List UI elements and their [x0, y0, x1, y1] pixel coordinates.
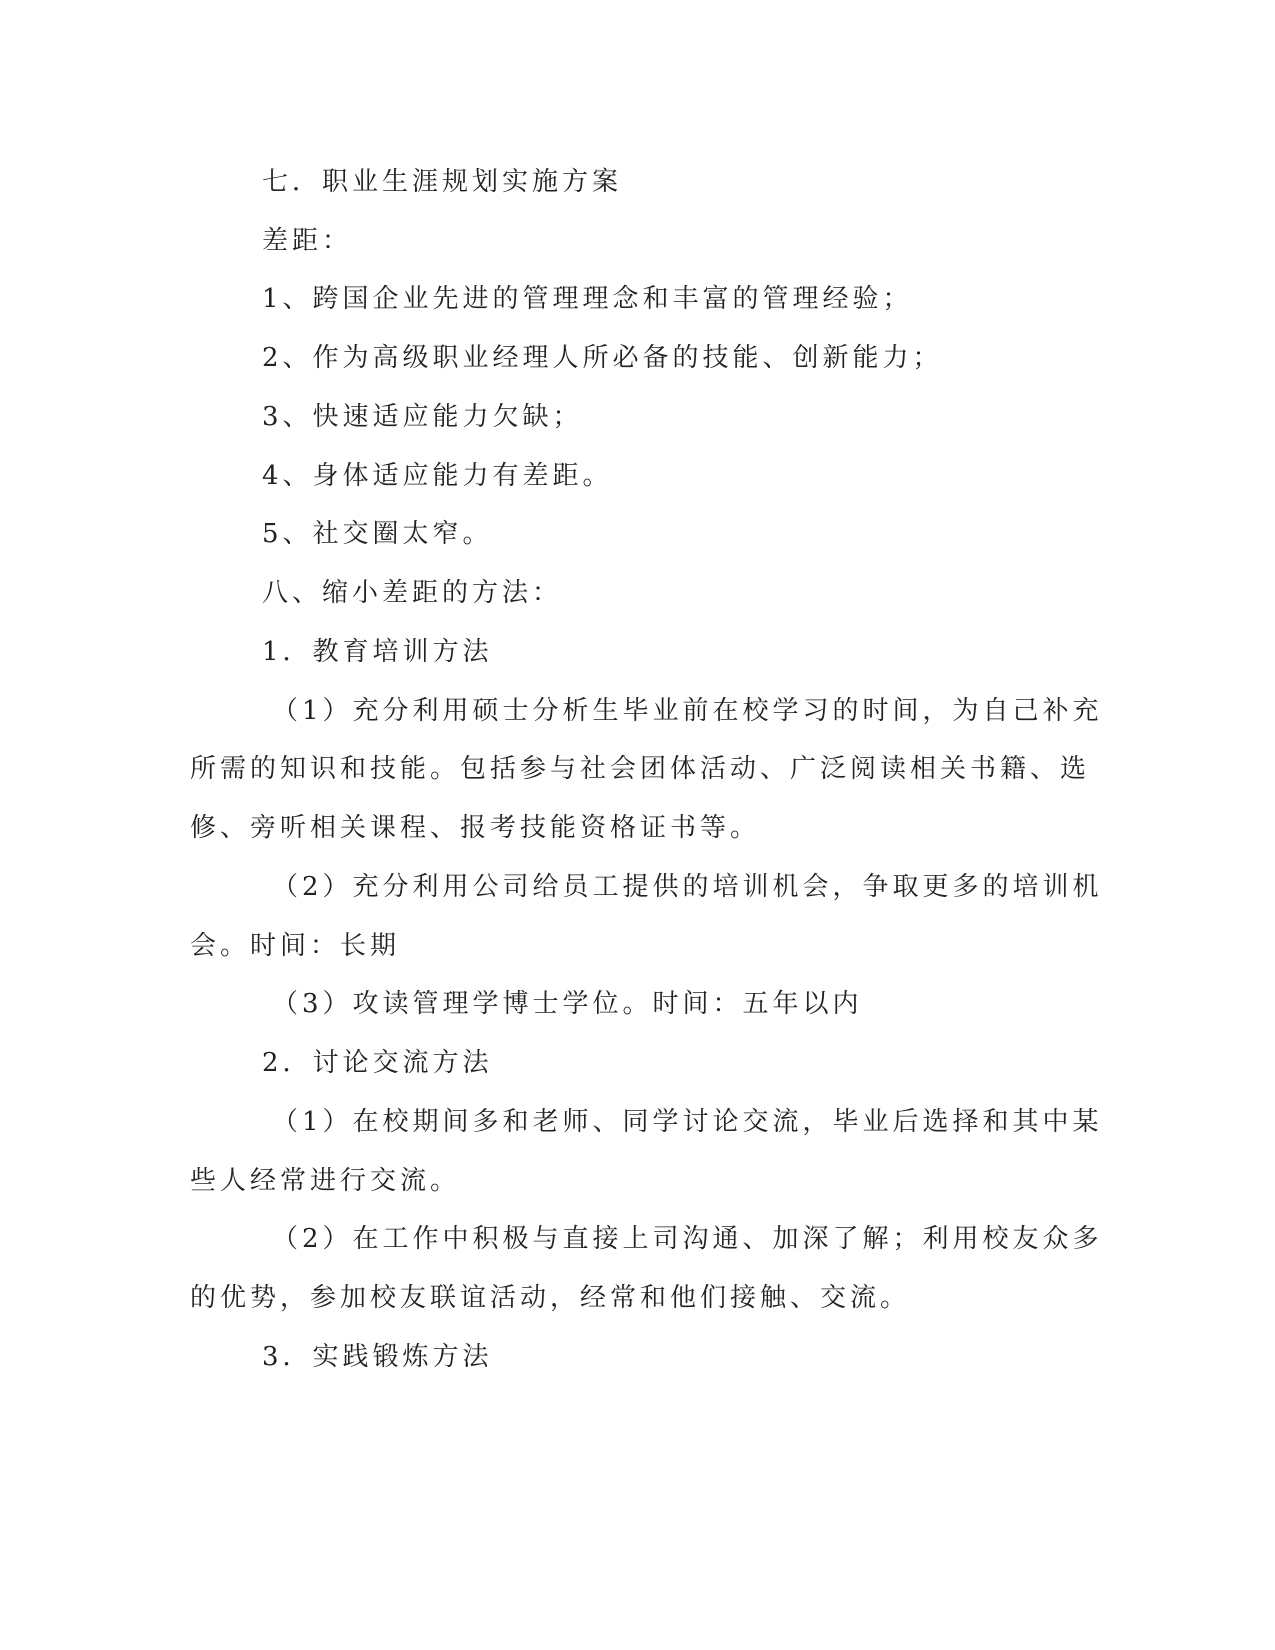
paragraph-line: （2）在工作中积极与直接上司沟通、加深了解；利用校友众多	[272, 1224, 1103, 1254]
paragraph-line: （2）充分利用公司给员工提供的培训机会，争取更多的培训机	[272, 872, 1103, 902]
paragraph-line: （3）攻读管理学博士学位。时间：五年以内	[272, 989, 863, 1019]
gap-item-3: 3、快速适应能力欠缺；	[262, 402, 583, 432]
section-heading-seven: 七．职业生涯规划实施方案	[262, 167, 623, 197]
section-heading-eight: 八、缩小差距的方法：	[262, 578, 563, 608]
paragraph-line: 些人经常进行交流。	[190, 1166, 461, 1196]
paragraph-line: （1）充分利用硕士分析生毕业前在校学习的时间，为自己补充	[272, 696, 1103, 726]
paragraph-line: 修、旁听相关课程、报考技能资格证书等。	[190, 813, 761, 843]
gap-item-4: 4、身体适应能力有差距。	[262, 461, 613, 491]
gap-item-2: 2、作为高级职业经理人所必备的技能、创新能力；	[262, 343, 943, 373]
method-heading-1: 1．教育培训方法	[262, 637, 493, 667]
method-heading-2: 2．讨论交流方法	[262, 1048, 493, 1078]
paragraph-line: （1）在校期间多和老师、同学讨论交流，毕业后选择和其中某	[272, 1107, 1103, 1137]
gap-label: 差距：	[262, 226, 353, 256]
paragraph-line: 所需的知识和技能。包括参与社会团体活动、广泛阅读相关书籍、选	[190, 754, 1091, 784]
gap-item-5: 5、社交圈太窄。	[262, 519, 493, 549]
paragraph-line: 会。时间：长期	[190, 931, 401, 961]
gap-item-1: 1、跨国企业先进的管理理念和丰富的管理经验；	[262, 284, 913, 314]
paragraph-line: 的优势，参加校友联谊活动，经常和他们接触、交流。	[190, 1283, 911, 1313]
method-heading-3: 3．实践锻炼方法	[262, 1342, 493, 1372]
